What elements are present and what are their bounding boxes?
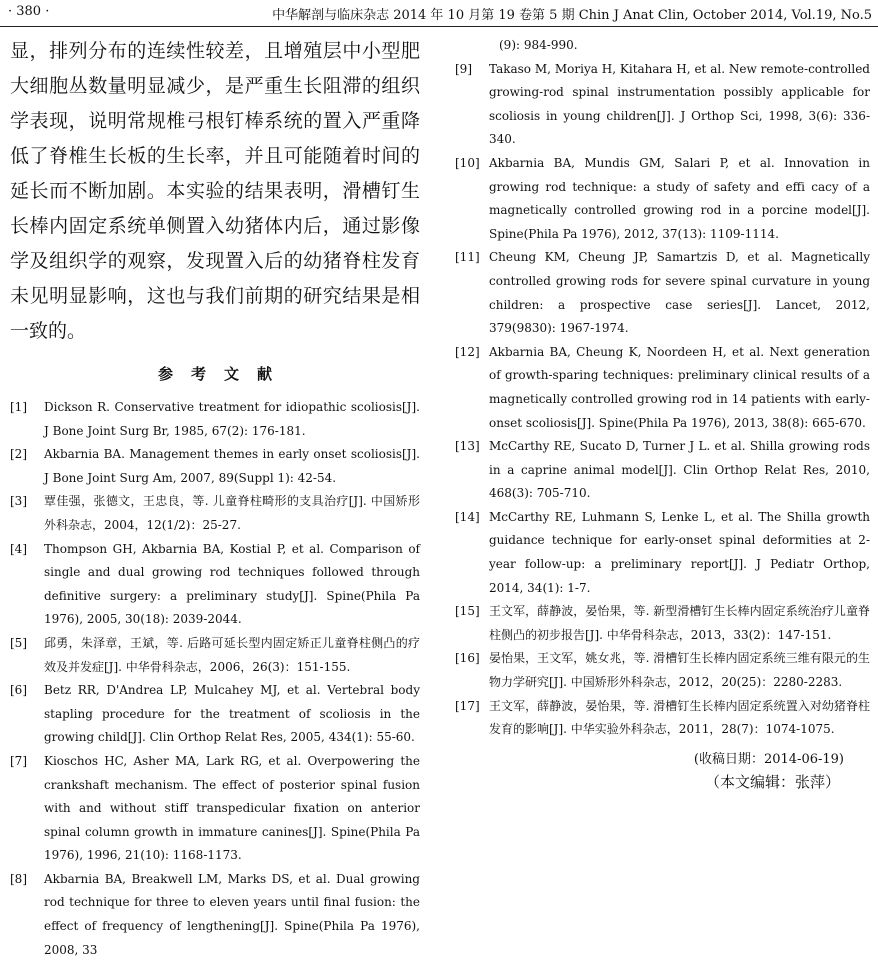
reference-text: 覃佳强，张德文，王忠良，等. 儿童脊柱畸形的支具治疗[J]. 中国矫形外科杂志，2004，12(1/2)：25-27. xyxy=(44,494,420,532)
page-number: · 380 · xyxy=(8,4,50,19)
journal-citation-line: 中华解剖与临床杂志 2014 年 10 月第 19 卷第 5 期 Chin J Anat Clin, October 2014, Vol.19, No.5 xyxy=(272,8,872,23)
reference-number: [6] xyxy=(10,683,27,698)
reference-item xyxy=(10,538,420,632)
reference-item xyxy=(10,396,420,443)
reference-number: [9] xyxy=(455,61,472,76)
reference-item xyxy=(455,695,870,742)
reference-item xyxy=(455,152,870,246)
right-column xyxy=(455,34,870,792)
reference-item xyxy=(10,632,420,679)
reference-number: [13] xyxy=(455,439,480,454)
reference-text: Akbarnia BA, Cheung K, Noordeen H, et al. Next generation of growth-sparing techniques: preliminary clinical results of a magnetically controlled growing rod in 14 patients with early-onset scoliosis[J]. Spine(Phila Pa 1976), 2013, 38(8): 665-670. xyxy=(489,344,870,430)
reference-item xyxy=(455,647,870,694)
received-date: (收稿日期：2014-06-19) xyxy=(693,751,844,767)
reference-text: Cheung KM, Cheung JP, Samartzis D, et al. Magnetically controlled growing rods for severe spinal curvature in young children: a prospective case series[J]. Lancet, 2012, 379(9830): 1967-1974. xyxy=(489,250,870,336)
left-column xyxy=(10,34,420,962)
reference-item xyxy=(455,246,870,340)
reference-text: 王文军，薛静波，晏怡果，等. 滑槽钉生长棒内固定系统置入对幼猪脊柱发育的影响[J]. 中华实验外科杂志，2011，28(7)：1074-1075. xyxy=(489,698,870,737)
references-heading: 参考文献 xyxy=(157,365,290,383)
reference-number: [12] xyxy=(455,344,480,359)
reference-text: McCarthy RE, Luhmann S, Lenke L, et al. The Shilla growth guidance technique for early-onset spinal deformities at 2-year follow-up: a preliminary report[J]. J Pediatr Orthop, 2014, 34(1): 1-7. xyxy=(489,509,870,595)
reference-item xyxy=(455,58,870,152)
reference-number: [3] xyxy=(10,494,27,509)
reference-text: McCarthy RE, Sucato D, Turner J L. et al. Shilla growing rods in a caprine animal model[J]. Clin Orthop Relat Res, 2010, 468(3): 705-710. xyxy=(489,439,870,501)
reference-item xyxy=(10,750,420,868)
reference-text: Dickson R. Conservative treatment for idiopathic scoliosis[J]. J Bone Joint Surg Br, 1985, 67(2): 176-181. xyxy=(44,400,420,438)
reference-text: Akbarnia BA, Breakwell LM, Marks DS, et al. Dual growing rod technique for three to eleven years until final fusion: the effect of frequency of lengthening[J]. Spine(Phila Pa 1976), 2008, 33 xyxy=(44,871,420,957)
page-header xyxy=(0,0,878,27)
reference-item xyxy=(10,490,420,537)
reference-item xyxy=(455,435,870,506)
reference-text: Kioschos HC, Asher MA, Lark RG, et al. Overpowering the crankshaft mechanism. The effect of posterior spinal fusion with and without stiff transpedicular fixation on anterior spinal column growth in immature canines[J]. Spine(Phila Pa 1976), 1996, 21(10): 1168-1173. xyxy=(44,753,420,863)
reference-number: [2] xyxy=(10,447,27,462)
reference-number: [1] xyxy=(10,400,27,414)
reference-number: [14] xyxy=(455,509,480,524)
reference-text: 邱勇，朱泽章，王斌，等. 后路可延长型内固定矫正儿童脊柱侧凸的疗效及并发症[J]. 中华骨科杂志，2006，26(3)：151-155. xyxy=(44,635,420,674)
reference-item xyxy=(10,443,420,490)
reference-text: Takaso M, Moriya H, Kitahara H, et al. New remote-controlled growing-rod spinal instrumentation possibly applicable for scoliosis in young children[J]. J Orthop Sci, 1998, 3(6): 336-340. xyxy=(489,61,870,147)
reference-number: [11] xyxy=(455,250,480,265)
reference-item xyxy=(455,506,870,600)
references-list-left xyxy=(10,396,420,962)
reference-text: Akbarnia BA. Management themes in early onset scoliosis[J]. J Bone Joint Surg Am, 2007, 89(Suppl 1): 42-54. xyxy=(44,447,420,485)
reference-number: [15] xyxy=(455,604,480,619)
reference-continuation: (9): 984-990. xyxy=(499,38,578,52)
reference-number: [7] xyxy=(10,753,27,768)
body-paragraph: 显，排列分布的连续性较差，且增殖层中小型肥大细胞丛数量明显减少，是严重生长阻滞的组织学表现，说明常规椎弓根钉棒系统的置入严重降低了脊椎生长板的生长率，并且可能随着时间的延长而不断加剧。本实验的结果表明，滑槽钉生长棒内固定系统单侧置入幼猪体内后，通过影像学及组织学的观察，发现置入后的幼猪脊柱发育未见明显影响，这也与我们前期的研究结果是相一致的。 xyxy=(10,40,420,342)
reference-number: [17] xyxy=(455,698,480,713)
reference-number: [4] xyxy=(10,541,27,556)
reference-item xyxy=(455,341,870,435)
reference-text: 王文军，薛静波，晏怡果，等. 新型滑槽钉生长棒内固定系统治疗儿童脊柱侧凸的初步报告[J]. 中华骨科杂志，2013，33(2)：147-151. xyxy=(489,604,870,642)
reference-text: Thompson GH, Akbarnia BA, Kostial P, et al. Comparison of single and dual growing rod techniques followed through definitive surgery: a preliminary study[J]. Spine(Phila Pa 1976), 2005, 30(18): 2039-2044. xyxy=(44,541,420,627)
reference-text: Betz RR, D'Andrea LP, Mulcahey MJ, et al. Vertebral body stapling procedure for the treatment of scoliosis in the growing child[J]. Clin Orthop Relat Res, 2005, 434(1): 55-60. xyxy=(44,683,420,745)
editor-note: （本文编辑：张萍） xyxy=(704,772,840,791)
reference-item xyxy=(455,600,870,647)
references-list-right xyxy=(455,58,870,742)
reference-item xyxy=(10,868,420,962)
reference-number: [16] xyxy=(455,651,480,666)
reference-number: [8] xyxy=(10,871,27,886)
reference-number: [5] xyxy=(10,635,27,650)
reference-number: [10] xyxy=(455,155,480,170)
reference-item xyxy=(10,679,420,750)
reference-text: 晏怡果，王文军，姚女兆，等. 滑槽钉生长棒内固定系统三维有限元的生物力学研究[J]. 中国矫形外科杂志，2012，20(25)：2280-2283. xyxy=(489,651,870,690)
reference-text: Akbarnia BA, Mundis GM, Salari P, et al. Innovation in growing rod technique: a study of safety and effi cacy of a magnetically controlled growing rod in a porcine model[J]. Spine(Phila Pa 1976), 2012, 37(13): 1109-1114. xyxy=(489,155,870,241)
